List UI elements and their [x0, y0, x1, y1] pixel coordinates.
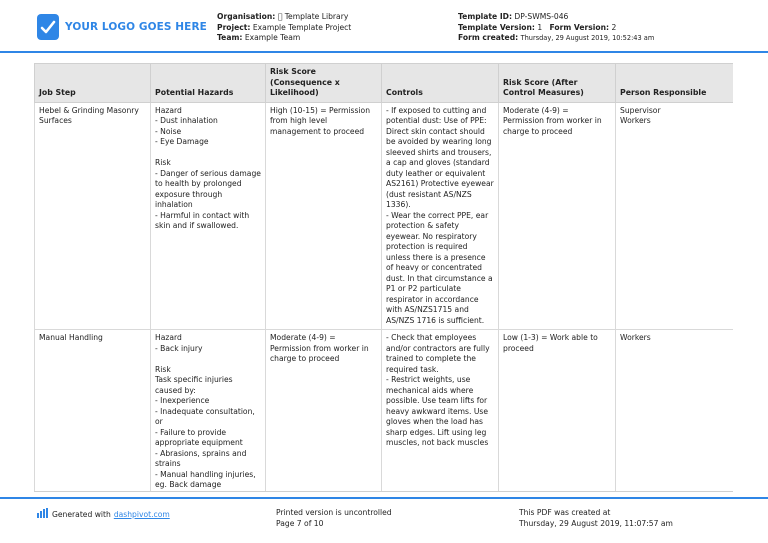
team-value: Example Team — [244, 33, 301, 42]
col-header-person-responsible: Person Responsible — [616, 64, 734, 103]
risk-item: - Danger of serious damage to health by prolonged exposure through inhalation — [155, 168, 261, 209]
job-step-cell: Hebel & Grinding Masonry Surfaces — [35, 102, 151, 330]
project-value: Example Template Project — [252, 22, 352, 32]
hazards-cell — [151, 330, 266, 493]
check-shield-icon — [37, 14, 59, 40]
swms-table — [34, 63, 733, 492]
col-header-risk-score: Risk Score (Consequence x Likelihood) — [266, 64, 382, 103]
generated-label: Generated with — [52, 509, 111, 519]
person-responsible-cell — [616, 102, 734, 330]
control-item: - Check that employees and/or contractors are fully trained to complete the required task. — [386, 333, 490, 374]
controls-cell — [382, 330, 499, 493]
risk-item: Task specific injuries caused by: — [155, 375, 233, 395]
risk-score-cell: High (10-15) = Permission from high level management to proceed — [266, 102, 382, 330]
hazards-cell — [151, 102, 266, 330]
form-version-label: Form Version: — [549, 22, 610, 32]
risk-item: - Failure to provide appropriate equipment — [155, 427, 243, 447]
hazard-heading: Hazard — [155, 333, 182, 342]
header-meta-right — [458, 12, 654, 44]
team-label: Team: — [217, 33, 243, 42]
table-row — [35, 330, 734, 493]
risk-heading: Risk — [155, 158, 171, 167]
control-item: - Restrict weights, use mechanical aids where possible. Use team lifts for heavy awkward items. Use gloves when the load has sharp edges. Lift using leg muscles, not back muscles — [386, 375, 489, 447]
hazard-item: - Noise — [155, 126, 182, 136]
page-number: Page 7 of 10 — [276, 518, 324, 528]
header-meta-left — [217, 12, 351, 44]
person-item: Workers — [620, 333, 651, 342]
person-item: Supervisor — [620, 105, 661, 115]
footer-generated — [37, 508, 170, 522]
form-created-label: Form created: — [458, 33, 519, 42]
risk-item: - Inadequate consultation, or — [155, 406, 255, 426]
form-version-value: 2 — [611, 22, 617, 32]
control-item: - Wear the correct PPE, ear protection & safety eyewear. No respiratory protection is required unless there is a presence of heavy or concentrated dust. In that circumstance a P1 or P2 particulate respirator in accordance with AS/NZS1715 and AS/NZS 1716 is sufficient. — [386, 210, 493, 325]
bar-chart-icon — [37, 508, 48, 522]
risk-item: - Abrasions, sprains and strains — [155, 448, 247, 468]
risk-heading: Risk — [155, 364, 171, 374]
table-header-row — [35, 64, 734, 103]
page-header — [0, 0, 768, 52]
template-id-value: DP-SWMS-046 — [514, 12, 569, 21]
job-step-cell: Manual Handling — [35, 330, 151, 493]
hazard-item: - Dust inhalation — [155, 116, 218, 125]
footer-pdf-created — [519, 508, 673, 529]
pdf-created-label: This PDF was created at — [519, 508, 611, 517]
project-label: Project: — [217, 22, 251, 32]
template-id-label: Template ID: — [458, 12, 512, 21]
risk-item: - Harmful in contact with skin and if swallowed. — [155, 210, 250, 230]
footer-page-info — [276, 508, 392, 529]
form-created-value: Thursday, 29 August 2019, 10:52:43 am — [520, 34, 655, 42]
risk-item: - Manual handling injuries, eg. Back damage — [155, 469, 256, 489]
col-header-risk-score-after: Risk Score (After Control Measures) — [499, 64, 616, 103]
person-responsible-cell — [616, 330, 734, 493]
hazard-item: - Back injury — [155, 343, 203, 353]
hazard-heading: Hazard — [155, 105, 182, 115]
risk-score-cell: Moderate (4-9) = Permission from worker in charge to proceed — [266, 330, 382, 493]
logo-text: YOUR LOGO GOES HERE — [65, 21, 207, 33]
organisation-label: Organisation: — [217, 12, 276, 21]
col-header-potential-hazards: Potential Hazards — [151, 64, 266, 103]
swms-table-container — [34, 63, 733, 492]
controls-cell — [382, 102, 499, 330]
company-logo — [37, 14, 207, 40]
table-row — [35, 102, 734, 330]
template-version-label: Template Version: — [458, 22, 535, 32]
risk-item: - Inexperience — [155, 396, 210, 405]
risk-score-after-cell: Moderate (4-9) = Permission from worker in charge to proceed — [499, 102, 616, 330]
risk-score-after-cell: Low (1-3) = Work able to proceed — [499, 330, 616, 493]
footer-divider — [0, 497, 768, 499]
printed-note: Printed version is uncontrolled — [276, 508, 392, 517]
control-item: - If exposed to cutting and potential dust: Use of PPE: Direct skin contact should be avoided by wearing long sleeved shirts and trousers, a cap and gloves (standard duty leather or equivalent AS2161) Protective eyewear (dust resistant AS/NZS 1336). — [386, 105, 494, 209]
col-header-job-step: Job Step — [35, 64, 151, 103]
col-header-controls: Controls — [382, 64, 499, 103]
header-divider — [0, 51, 768, 53]
dashpivot-link[interactable]: dashpivot.com — [113, 509, 170, 519]
organisation-value: Template Library — [277, 12, 342, 21]
template-version-value: 1 — [537, 22, 543, 32]
pdf-created-value: Thursday, 29 August 2019, 11:07:57 am — [519, 518, 673, 528]
person-item: Workers — [620, 116, 651, 125]
hazard-item: - Eye Damage — [155, 137, 209, 146]
